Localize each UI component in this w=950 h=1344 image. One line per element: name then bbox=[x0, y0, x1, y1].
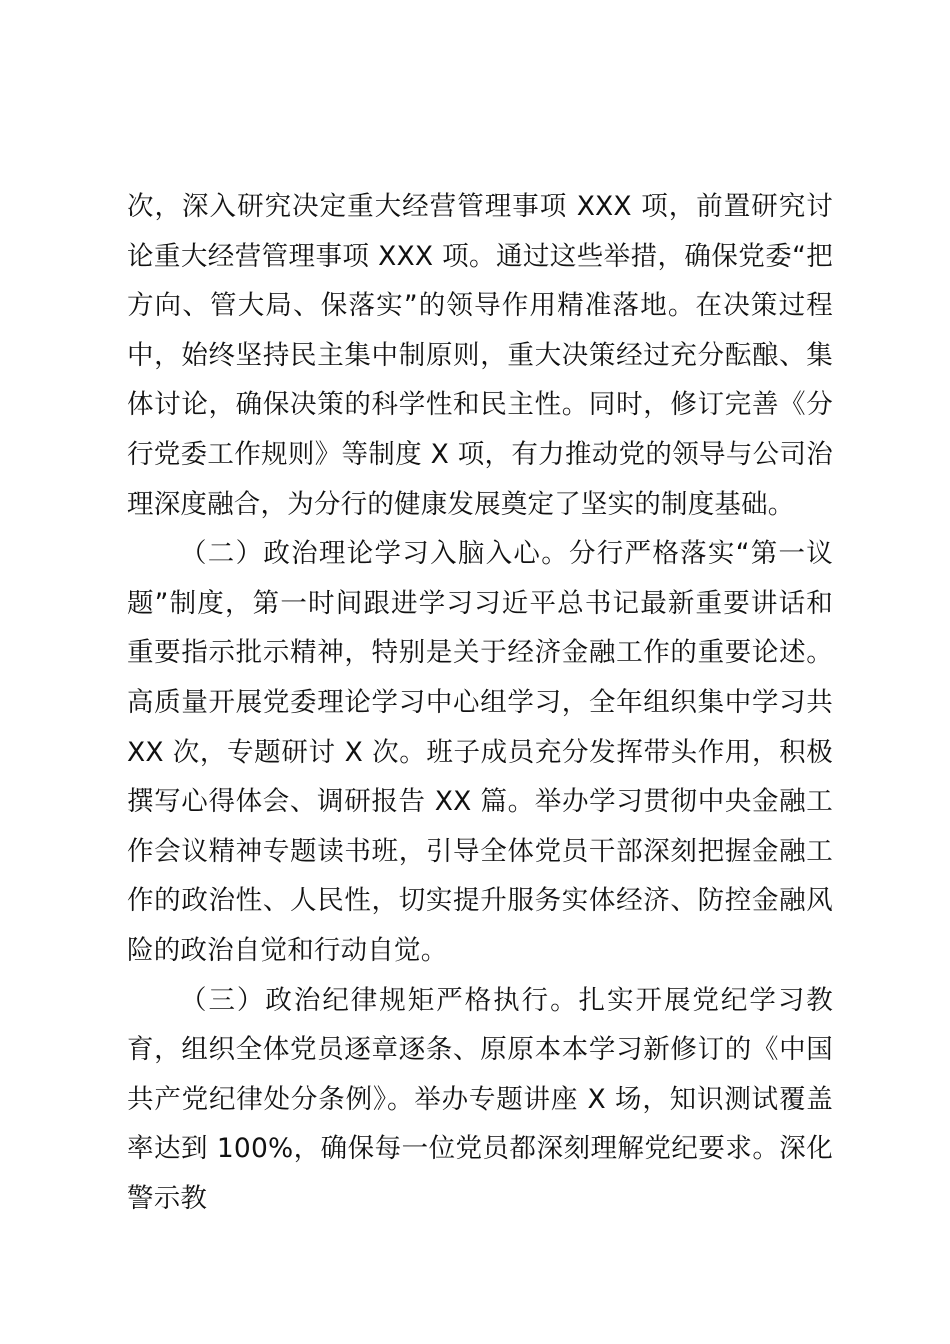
document-page bbox=[127, 182, 833, 1223]
paragraph-political-theory-study: （二）政治理论学习入脑入心。分行严格落实“第一议题”制度，第一时间跟进学习习近平总书记最新重要讲话和重要指示批示精神，特别是关于经济金融工作的重要论述。高质量开展党委理论学习中心组学习，全年组织集中学习共 XX 次，专题研讨 X 次。班子成员充分发挥带头作用，积极撰写心得体会、调研报告 XX 篇。举办学习贯彻中央金融工作会议精神专题读书班，引导全体党员干部深刻把握金融工作的政治性、人民性，切实提升服务实体经济、防控金融风险的政治自觉和行动自觉。 bbox=[127, 538, 833, 966]
paragraph-decision-making: 次，深入研究决定重大经营管理事项 XXX 项，前置研究讨论重大经营管理事项 XXX 项。通过这些举措，确保党委“把方向、管大局、保落实”的领导作用精准落地。在决策过程中，始终坚持民主集中制原则，重大决策经过充分酝酿、集体讨论，确保决策的科学性和民主性。同时，修订完善《分行党委工作规则》等制度 X 项，有力推动党的领导与公司治理深度融合，为分行的健康发展奠定了坚实的制度基础。 bbox=[127, 191, 833, 520]
paragraph-political-discipline: （三）政治纪律规矩严格执行。扎实开展党纪学习教育，组织全体党员逐章逐条、原原本本学习新修订的《中国共产党纪律处分条例》。举办专题讲座 X 场，知识测试覆盖率达到 100%，确保每一位党员都深刻理解党纪要求。深化警示教 bbox=[127, 984, 833, 1214]
